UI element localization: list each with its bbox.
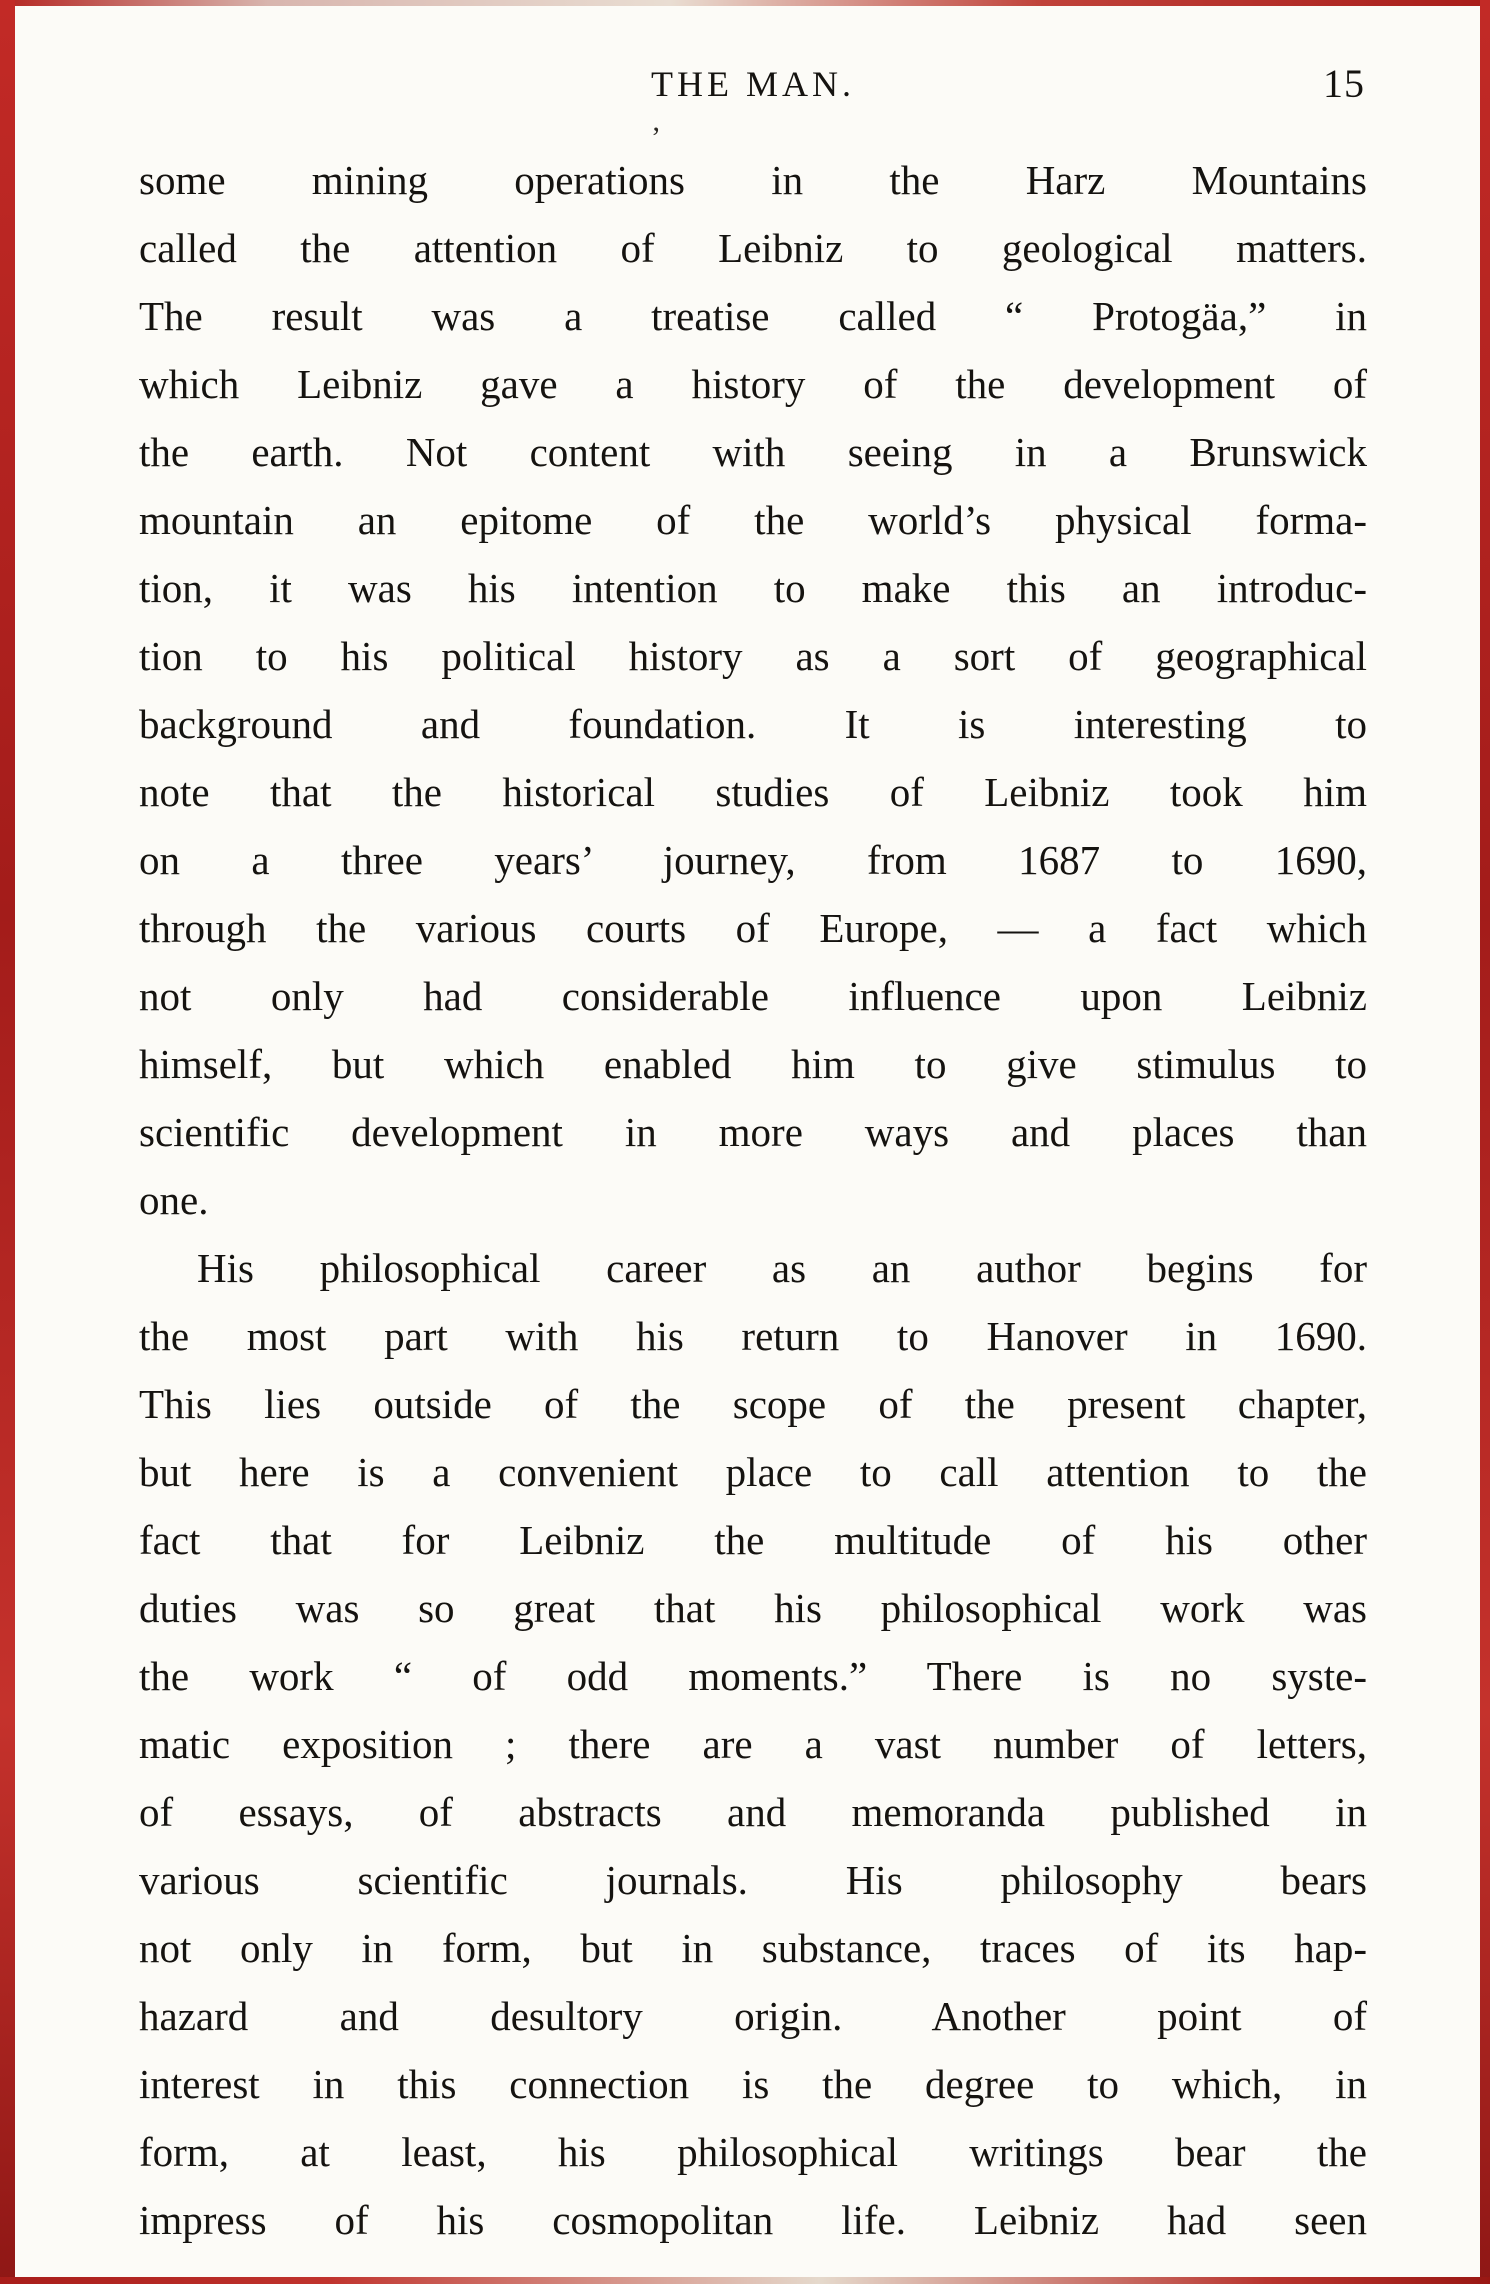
text-line: the earth. Not content with seeing in a Brunswick bbox=[139, 429, 1367, 475]
text-line: impress of his cosmopolitan life. Leibniz had seen bbox=[139, 2197, 1367, 2243]
text-line: various scientific journals. His philosophy bears bbox=[139, 1857, 1367, 1903]
text-line: tion to his political history as a sort of geographical bbox=[139, 633, 1367, 679]
text-line: but here is a convenient place to call attention to the bbox=[139, 1449, 1367, 1495]
text-line: The result was a treatise called “ Protogäa,” in bbox=[139, 293, 1367, 339]
running-header-title: THE MAN. bbox=[651, 64, 855, 104]
text-line: matic exposition ; there are a vast number of letters, bbox=[139, 1721, 1367, 1767]
text-line: not only in form, but in substance, traces of its hap- bbox=[139, 1925, 1367, 1971]
text-line: on a three years’ journey, from 1687 to 1690, bbox=[139, 837, 1367, 883]
text-line: himself, but which enabled him to give stimulus to bbox=[139, 1041, 1367, 1087]
text-line: not only had considerable influence upon Leibniz bbox=[139, 973, 1367, 1019]
scan-edge-bottom bbox=[0, 2277, 1490, 2284]
text-line: note that the historical studies of Leibniz took him bbox=[139, 769, 1367, 815]
scan-edge-left bbox=[0, 0, 15, 2284]
text-line: interest in this connection is the degree to which, in bbox=[139, 2061, 1367, 2107]
text-line: the most part with his return to Hanover in 1690. bbox=[139, 1313, 1367, 1359]
text-line: hazard and desultory origin. Another point of bbox=[139, 1993, 1367, 2039]
page-content bbox=[139, 58, 1367, 2254]
page-text bbox=[139, 146, 1367, 2254]
text-line: form, at least, his philosophical writings bear the bbox=[139, 2129, 1367, 2175]
text-line: His philosophical career as an author begins for bbox=[197, 1245, 1367, 1291]
text-line: through the various courts of Europe, — a fact which bbox=[139, 905, 1367, 951]
running-header bbox=[139, 58, 1367, 154]
text-line: of essays, of abstracts and memoranda published in bbox=[139, 1789, 1367, 1835]
scan-edge-right bbox=[1480, 0, 1490, 2284]
scan-artifact-mark: ’ bbox=[651, 121, 661, 154]
text-line: background and foundation. It is interesting to bbox=[139, 701, 1367, 747]
page-number: 15 bbox=[1323, 61, 1365, 106]
paragraph-1 bbox=[139, 146, 1367, 1234]
paragraph-2 bbox=[139, 1234, 1367, 2254]
text-line: duties was so great that his philosophical work was bbox=[139, 1585, 1367, 1631]
scan-edge-top bbox=[0, 0, 1490, 6]
text-line: scientific development in more ways and places than bbox=[139, 1109, 1367, 1155]
text-line: mountain an epitome of the world’s physical forma- bbox=[139, 497, 1367, 543]
text-line: tion, it was his intention to make this an introduc- bbox=[139, 565, 1367, 611]
text-line: one. bbox=[139, 1177, 209, 1223]
text-line: called the attention of Leibniz to geological matters. bbox=[139, 225, 1367, 271]
text-line: some mining operations in the Harz Mountains bbox=[139, 157, 1367, 203]
text-line: fact that for Leibniz the multitude of his other bbox=[139, 1517, 1367, 1563]
text-line: which Leibniz gave a history of the development of bbox=[139, 361, 1367, 407]
text-line: This lies outside of the scope of the present chapter, bbox=[139, 1381, 1367, 1427]
text-line: the work “ of odd moments.” There is no syste- bbox=[139, 1653, 1367, 1699]
